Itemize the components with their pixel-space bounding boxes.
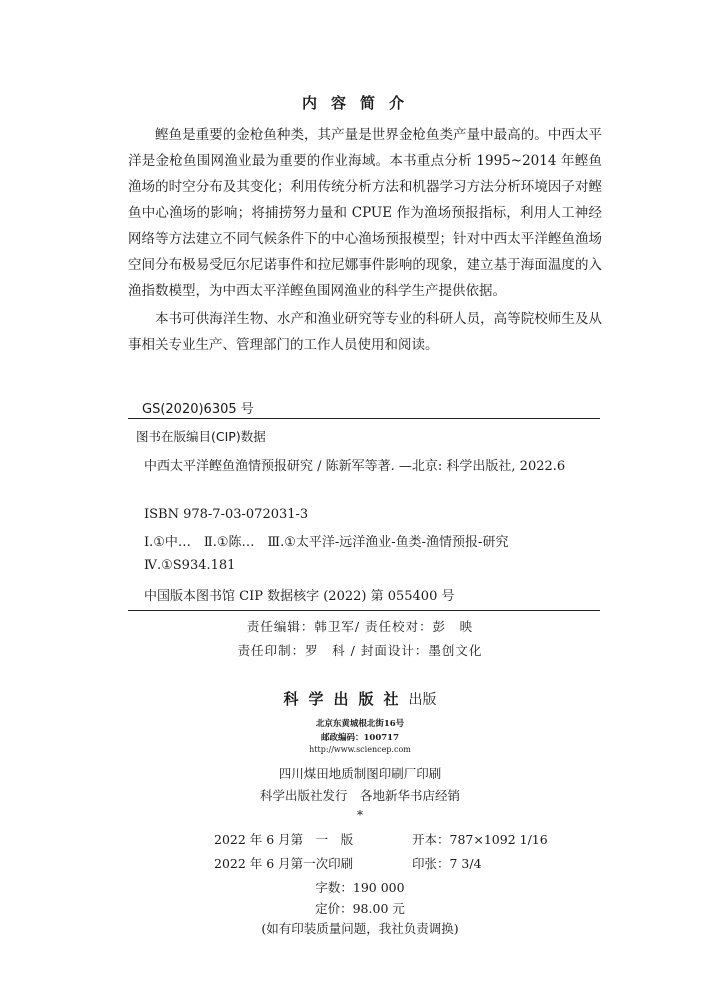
price: 定价：98.00 元 bbox=[315, 901, 405, 916]
cip-heading: 图书在版编目(CIP)数据 bbox=[136, 429, 266, 444]
quality-note: (如有印装质量问题，我社负责调换) bbox=[261, 921, 459, 936]
printing: 2022 年 6 月第一次印刷 bbox=[214, 856, 354, 871]
format: 开本：787×1092 1/16 bbox=[412, 832, 548, 847]
sheets: 印张：7 3/4 bbox=[412, 856, 482, 871]
publisher-name: 科学出版社 bbox=[283, 690, 409, 708]
edition-row bbox=[214, 830, 548, 848]
cip-entry: 中西太平洋鲣鱼渔情预报研究 / 陈新军等著. —北京: 科学出版社, 2022.6 bbox=[144, 459, 566, 474]
map-approval-number: GS(2020)6305 号 bbox=[142, 402, 254, 417]
cip-bottom-rule bbox=[128, 610, 600, 611]
cip-classification: Ⅰ.①中… Ⅱ.①陈… Ⅲ.①太平洋-远洋渔业-鱼类-渔情预报-研究 Ⅳ.①S934.181 bbox=[144, 535, 522, 573]
intro-title: 内容简介 bbox=[301, 94, 418, 112]
word-count: 字数：190 000 bbox=[315, 880, 405, 895]
publisher-suffix: 出版 bbox=[408, 692, 437, 708]
editors-line-2: 责任印制：罗 科 / 封面设计：墨创文化 bbox=[237, 643, 483, 658]
intro-paragraph-2-text: 本书可供海洋生物、水产和渔业研究等专业的科研人员，高等院校师生及从事相关专业生产、管理部门的工作人员使用和阅读。 bbox=[128, 311, 602, 353]
publisher-postcode: 邮政编码：100717 bbox=[321, 733, 399, 743]
intro-paragraph-2 bbox=[128, 306, 602, 358]
separator-star: * bbox=[357, 808, 363, 822]
distribution: 科学出版社发行 各地新华书店经销 bbox=[259, 788, 460, 803]
edition: 2022 年 6 月第 一 版 bbox=[214, 832, 354, 847]
publisher-url: http://www.sciencep.com bbox=[309, 745, 411, 754]
intro-paragraph-1 bbox=[128, 122, 602, 304]
publisher-line bbox=[0, 688, 720, 709]
intro-paragraph-1-text: 鲣鱼是重要的金枪鱼种类，其产量是世界金枪鱼类产量中最高的。中西太平洋是金枪鱼围网渔业最为重要的作业海域。本书重点分析 1995~2014 年鲣鱼渔场的时空分布及其变化；利用传统分析方法和机器学习方法分析环境因子对鲣鱼中心渔场的影响；将捕捞努力量和 CPUE 作为渔场预报指标，利用人工神经网络等方法建立不同气候条件下的中心渔场预报模型；针对中西太平洋鲣鱼渔场空间分布极易受厄尔尼诺事件和拉尼娜事件影响的现象，建立基于海面温度的入渔指数模型，为中西太平洋鲣鱼围网渔业的科学生产提供依据。 bbox=[128, 127, 602, 299]
cip-verification: 中国版本图书馆 CIP 数据核字 (2022) 第 055400 号 bbox=[144, 589, 455, 604]
cip-top-rule bbox=[128, 418, 600, 419]
printer: 四川煤田地质制图印刷厂印刷 bbox=[278, 766, 442, 781]
editors-line-1: 责任编辑：韩卫军/ 责任校对：彭 映 bbox=[246, 619, 474, 634]
publisher-address: 北京东黄城根北街16号 bbox=[315, 719, 405, 729]
printing-row bbox=[214, 854, 482, 872]
cip-isbn: ISBN 978-7-03-072031-3 bbox=[144, 507, 309, 522]
